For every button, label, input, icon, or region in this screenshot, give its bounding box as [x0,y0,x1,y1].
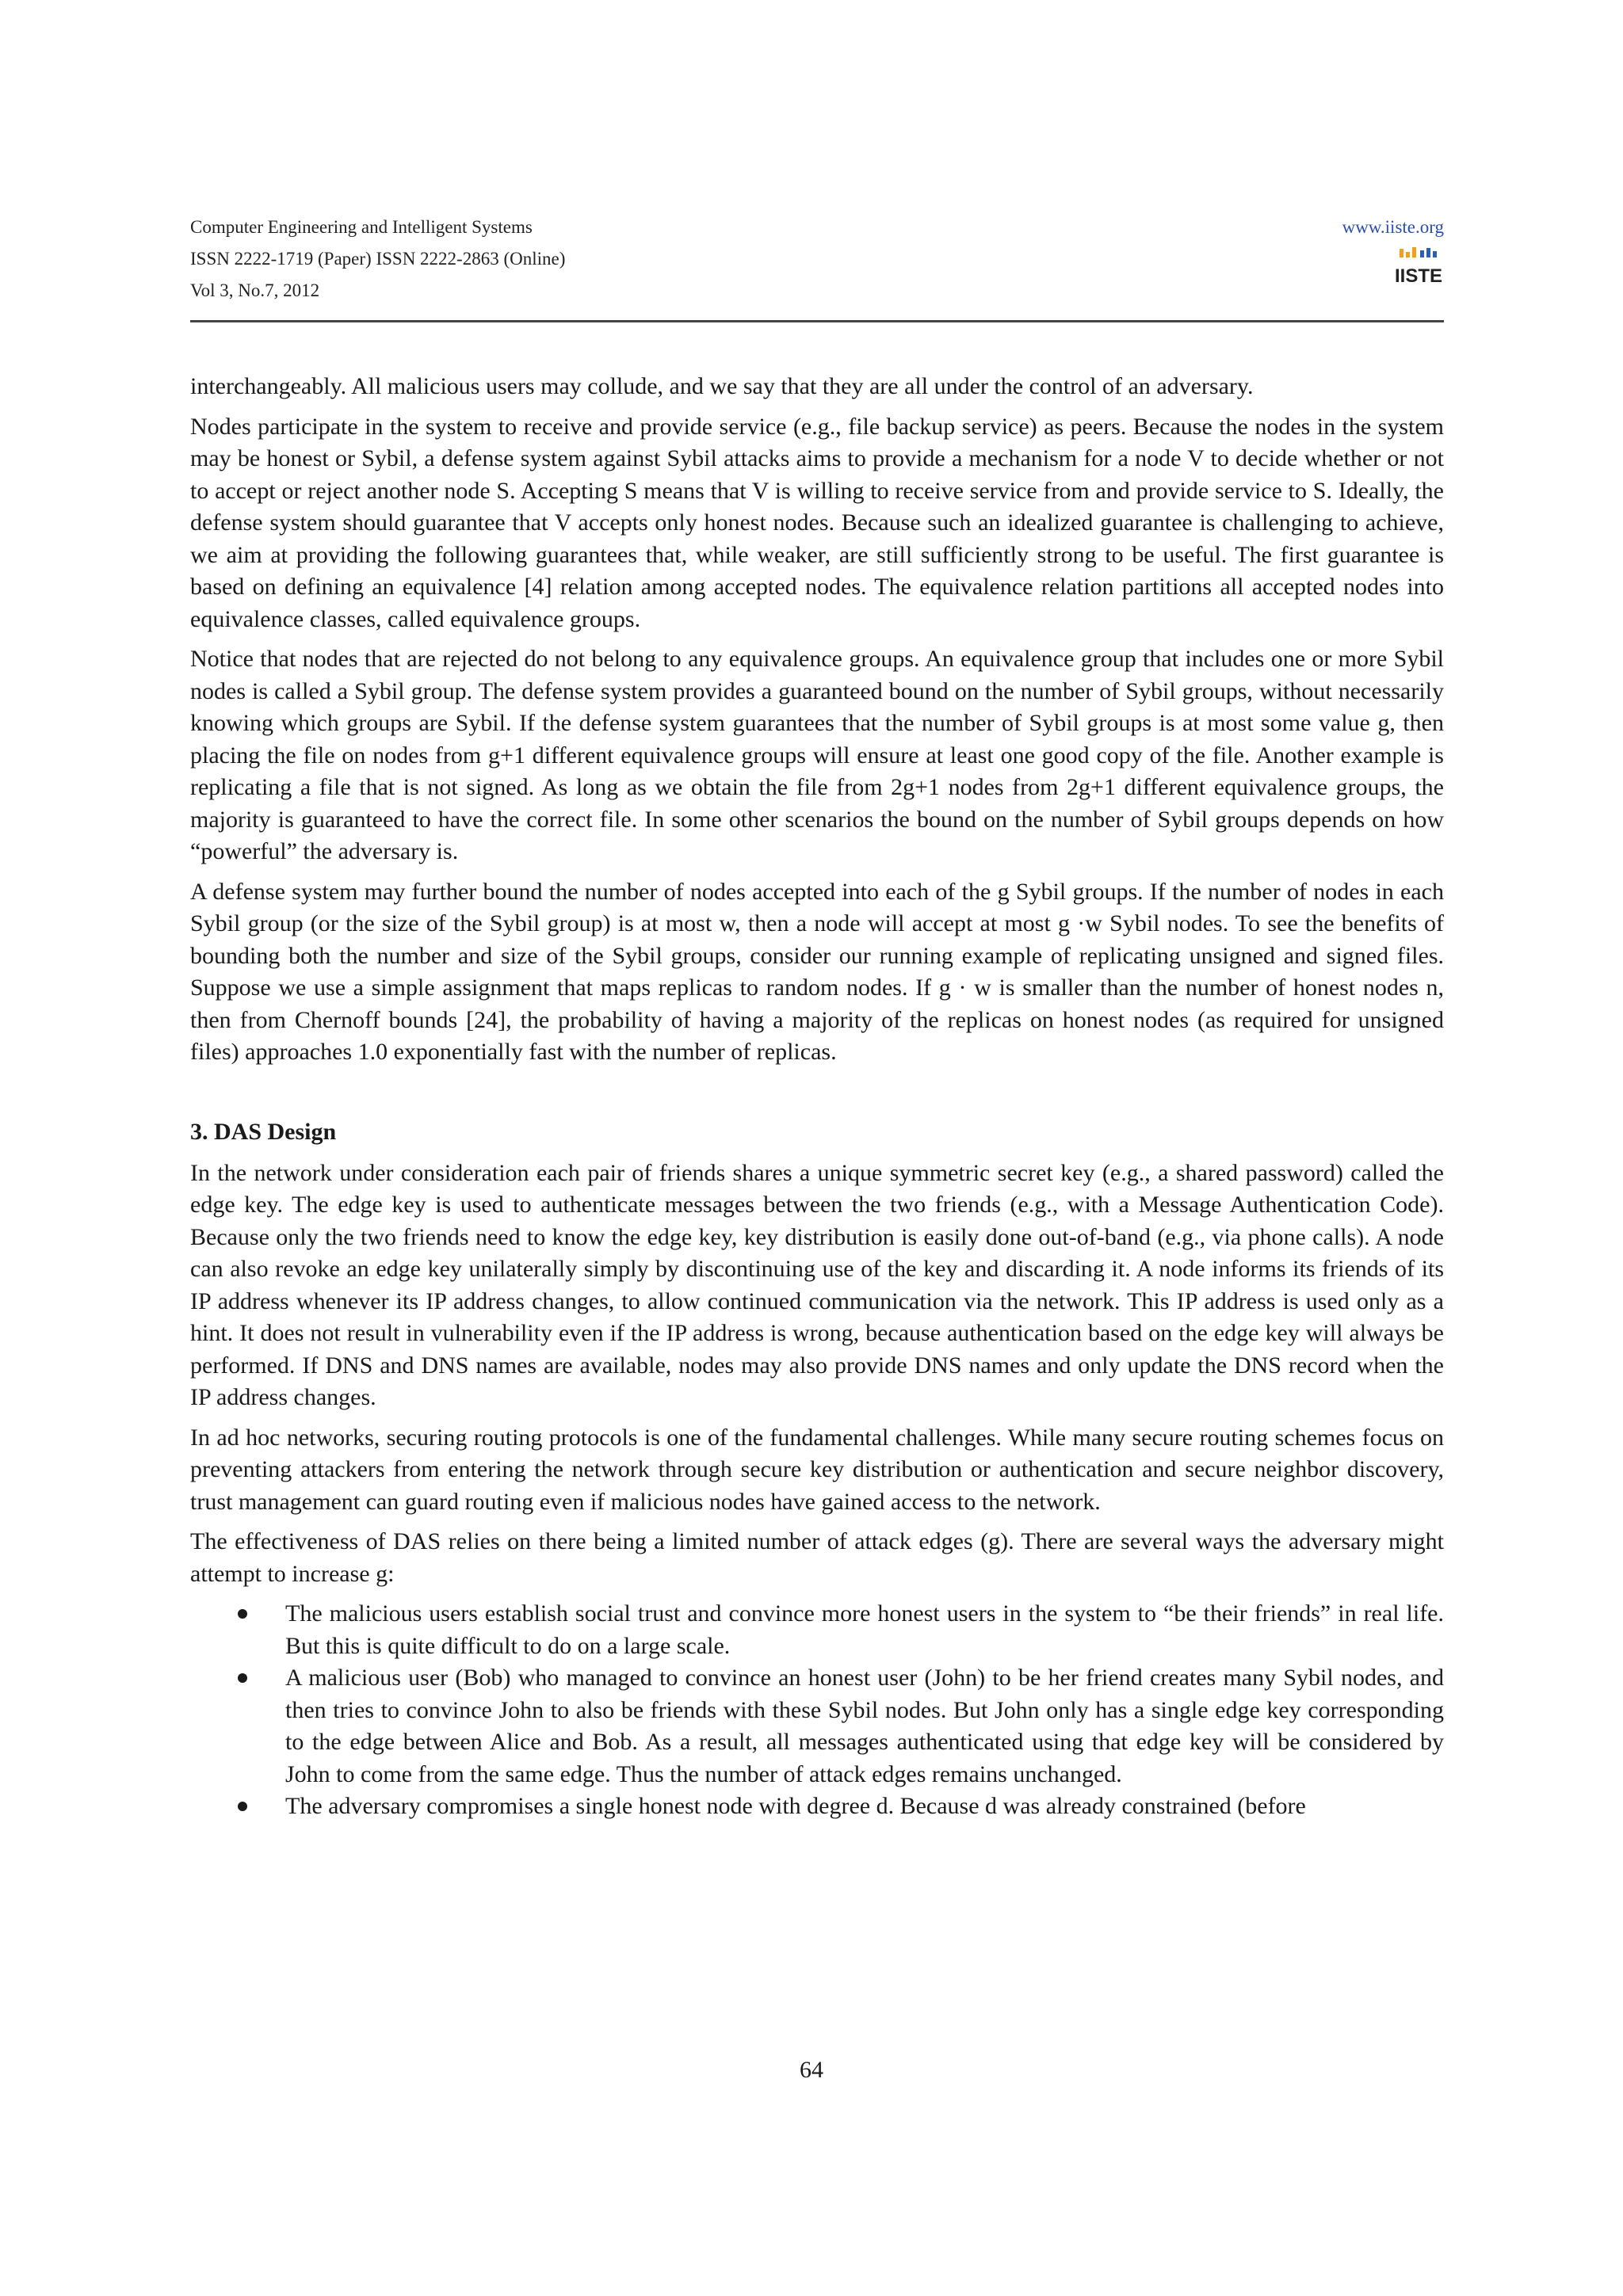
paragraph: A defense system may further bound the number of nodes accepted into each of the g Sybil groups. If the number of nodes in each Sybil group (or the size of the Sybil group) is at most w, then a node will accept at most g ·w Sybil nodes. To see the benefits of bounding both the number and size of the Sybil groups, consider our running example of replicating unsigned and signed files. Suppose we use a simple assignment that maps replicas to random nodes. If g · w is smaller than the number of honest nodes n, then from Chernoff bounds [24], the probability of having a majority of the replicas on honest nodes (as required for unsigned files) approaches 1.0 exponentially fast with the number of replicas. [190,878,1444,1065]
bullet-dot-icon [238,1609,247,1619]
paragraph: interchangeably. All malicious users may collude, and we say that they are all under the control of an adversary. [190,373,1254,399]
header-divider [190,320,1444,322]
iiste-logo-icon [1393,247,1444,285]
bullet-text: A malicious user (Bob) who managed to convince an honest user (John) to be her friend creates many Sybil nodes, and then tries to convince John to also be friends with these Sybil nodes. But John only has a single edge key corresponding to the edge between Alice and Bob. As a result, all messages authenticated using that edge key will be considered by John to come from the same edge. Thus the number of attack edges remains unchanged. [285,1665,1444,1787]
journal-url-link[interactable]: www.iiste.org [1342,217,1444,237]
bullet-list [190,1598,1444,1823]
paragraph: Nodes participate in the system to receive and provide service (e.g., file backup service) as peers. Because the nodes in the system may be honest or Sybil, a defense system against Sybil attacks aims to provide a mechanism for a node V to decide whether or not to accept or reject another node S. Accepting S means that V is willing to receive service from and provide service to S. Ideally, the defense system should guarantee that V accepts only honest nodes. Because such an idealized guarantee is challenging to achieve, we aim at providing the following guarantees that, while weaker, are still sufficiently strong to be useful. The first guarantee is based on defining an equivalence [4] relation among accepted nodes. The equivalence relation partitions all accepted nodes into equivalence classes, called equivalence groups. [190,413,1444,632]
volume-line: Vol 3, No.7, 2012 [190,280,320,300]
journal-title: Computer Engineering and Intelligent Systems [190,217,533,237]
issn-line: ISSN 2222-1719 (Paper) ISSN 2222-2863 (Online) [190,249,566,269]
bullet-text: The adversary compromises a single honest node with degree d. Because d was already constrained (before [285,1793,1306,1819]
bullet-dot-icon [238,1673,247,1683]
page-number: 64 [800,2057,823,2083]
bullet-text: The malicious users establish social trust and convince more honest users in the system to “be their friends” in real life. But this is quite difficult to do on a large scale. [285,1600,1444,1659]
svg-text:IISTE: IISTE [1394,265,1443,285]
paragraph: Notice that nodes that are rejected do not belong to any equivalence groups. An equivalence group that includes one or more Sybil nodes is called a Sybil group. The defense system provides a guaranteed bound on the number of Sybil groups, without necessarily knowing which groups are Sybil. If the defense system guarantees that the number of Sybil groups is at most some value g, then placing the file on nodes from g+1 different equivalence groups will ensure at least one good copy of the file. Another example is replicating a file that is not signed. As long as we obtain the file from 2g+1 nodes from 2g+1 different equivalence groups, the majority is guaranteed to have the correct file. In some other scenarios the bound on the number of Sybil groups depends on how “powerful” the adversary is. [190,646,1444,864]
page-header [190,215,1444,309]
page-body [190,371,1444,1823]
paragraph: In the network under consideration each pair of friends shares a unique symmetric secret key (e.g., a shared password) called the edge key. The edge key is used to authenticate messages between the two friends (e.g., with a Message Authentication Code). Because only the two friends need to know the edge key, key distribution is easily done out-of-band (e.g., via phone calls). A node can also revoke an edge key unilaterally simply by discontinuing use of the key and discarding it. A node informs its friends of its IP address whenever its IP address changes, to allow continued communication via the network. This IP address is used only as a hint. It does not result in vulnerability even if the IP address is wrong, because authentication based on the edge key will always be performed. If DNS and DNS names are available, nodes may also provide DNS names and only update the DNS record when the IP address changes. [190,1159,1444,1410]
bullet-item [190,1662,1444,1791]
paragraph: The effectiveness of DAS relies on there being a limited number of attack edges (g). There are several ways the adversary might attempt to increase g: [190,1528,1444,1587]
bullet-item [190,1598,1444,1662]
bullet-item [190,1791,1444,1823]
section-heading: 3. DAS Design [190,1118,337,1145]
paragraph: In ad hoc networks, securing routing protocols is one of the fundamental challenges. While many secure routing schemes focus on preventing attackers from entering the network through secure key distribution or authentication and secure neighbor discovery, trust management can guard routing even if malicious nodes have gained access to the network. [190,1424,1444,1515]
bullet-dot-icon [238,1802,247,1811]
